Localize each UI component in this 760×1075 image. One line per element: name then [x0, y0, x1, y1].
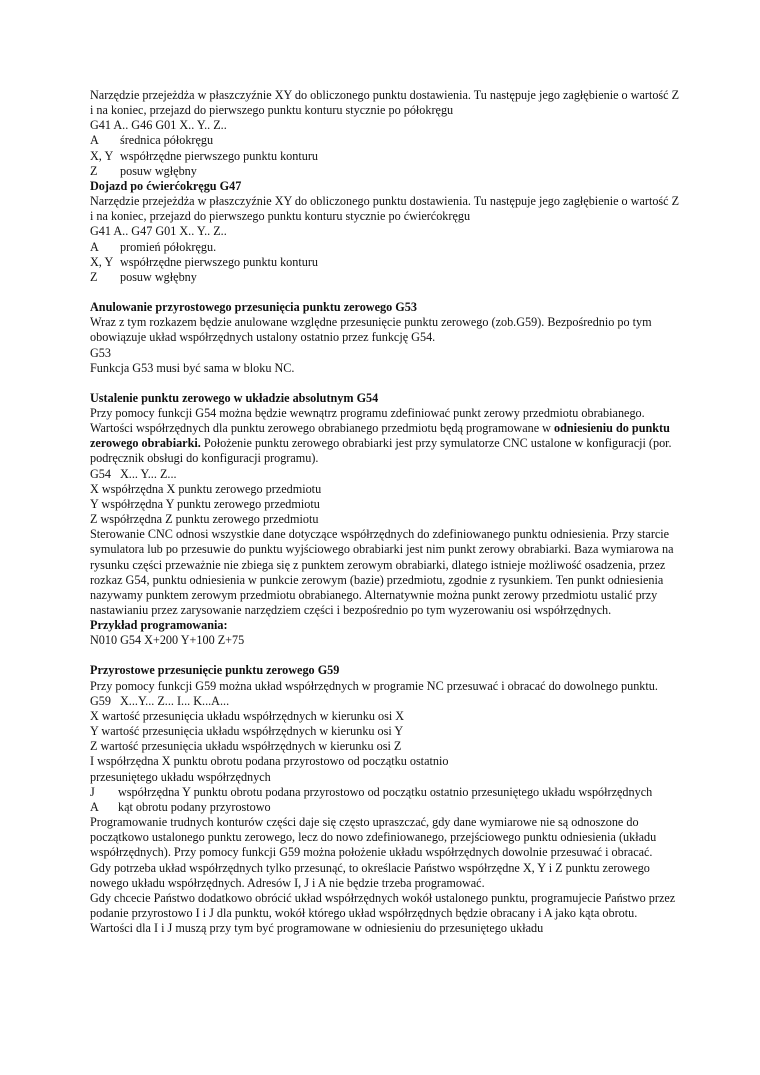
- paragraph-g53-note: Funkcja G53 musi być sama w bloku NC.: [90, 360, 295, 375]
- param-key: Z: [90, 163, 98, 178]
- param-line: Z współrzędna Z punktu zerowego przedmiotu: [90, 512, 319, 527]
- paragraph-g54-intro: [90, 406, 680, 467]
- heading-g47: Dojazd po ćwierćokręgu G47: [90, 178, 242, 193]
- heading-g53: Anulowanie przyrostowego przesunięcia punktu zerowego G53: [90, 300, 417, 315]
- param-row: [90, 255, 680, 270]
- param-key: A: [90, 239, 99, 254]
- param-line: przesuniętego układu współrzędnych: [90, 769, 271, 784]
- param-value: posuw wgłębny: [120, 163, 197, 178]
- param-line: I współrzędna X punktu obrotu podana przyrostowo od początku ostatnio: [90, 754, 449, 769]
- param-value: promień półokręgu.: [120, 239, 217, 254]
- text-run: Położenie punktu zerowego obrabiarki jest przy symulatorze CNC ustalone w konfiguracji (por. podręcznik obsługi do konfiguracji programu).: [90, 436, 672, 466]
- param-line: Y wartość przesunięcia układu współrzędnych w kierunku osi Y: [90, 724, 404, 739]
- param-key: Z: [90, 269, 98, 284]
- paragraph-g54-body: Sterowanie CNC odnosi wszystkie dane dotyczące współrzędnych do zdefiniowanego punktu odniesienia. Przy starcie symulatora lub po przesuwie do punktu wyjściowego obrabiarki jest nim punkt zerowy obrabiarki. Baza wymiarowa na rysunku części przeważnie nie zbiega się z punktem zerowym obrabiarki, dlatego istnieje możliwość osadzenia, przez rozkaz G54, punktu odniesienia w punkcie zerowym (bazie) przedmiotu, zgodnie z rysunkiem. Ten punkt odniesienia nazywamy punktem zerowym przedmiotu obrabianego. Alternatywnie można punkt zerowy przedmiotu ustalić przy nastawianiu przez zarysowanie narzędziem części i bezpośrednio po tym wyzerowaniu osi współrzędnych.: [90, 527, 674, 617]
- example-label: Przykład programowania:: [90, 618, 228, 633]
- param-line: X współrzędna X punktu zerowego przedmiotu: [90, 481, 322, 496]
- spacer: [90, 285, 680, 300]
- code-line-g53: G53: [90, 345, 111, 360]
- paragraph-g59-body: Programowanie trudnych konturów części daje się często upraszczać, gdy dane wymiarowe nie są odnoszone do początkowo ustalonego punktu zerowego, lecz do nowo zdefiniowanego, przejściowego punktu odniesienia (układu współrzędnych). Przy pomocy funkcji G59 można położenie układu współrzędnych dowolnie przesuwać i obracać.: [90, 815, 657, 860]
- paragraph-g46-intro: Narzędzie przejeżdża w płaszczyźnie XY do obliczonego punktu dostawienia. Tu następuje jego zagłębienie o wartość Z i na koniec, przejazd do pierwszego punktu konturu stycznie po półokręgu: [90, 88, 680, 118]
- paragraph-g59-shift: Gdy potrzeba układ współrzędnych tylko przesunąć, to określacie Państwo współrzędne X, Y i Z punktu zerowego nowego układu współrzędnych. Adresów I, J i A nie będzie trzeba programować.: [90, 860, 650, 890]
- code-line-g47: G41 A.. G47 G01 X.. Y.. Z..: [90, 224, 227, 239]
- spacer: [90, 376, 680, 391]
- param-key: X, Y: [90, 254, 114, 269]
- heading-g59: Przyrostowe przesunięcie punktu zerowego G59: [90, 663, 340, 678]
- param-value: współrzędne pierwszego punktu konturu: [120, 254, 318, 269]
- param-row: [90, 240, 680, 255]
- example-code: N010 G54 X+200 Y+100 Z+75: [90, 633, 245, 648]
- document-page: [90, 88, 680, 936]
- param-row: [90, 149, 680, 164]
- param-line: Z wartość przesunięcia układu współrzędnych w kierunku osi Z: [90, 739, 402, 754]
- param-key: X, Y: [90, 148, 114, 163]
- paragraph-g59-rotate: Gdy chcecie Państwo dodatkowo obrócić układ współrzędnych wokół ustalonego punktu, programujecie Państwo przez podanie przyrostowo I i J dla punktu, wokół którego układ współrzędnych będzie obracany i A jako kąta obrotu. Wartości dla I i J muszą przy tym być programowane w odniesieniu do przesuniętego układu: [90, 890, 676, 936]
- code-args: X... Y... Z...: [120, 466, 177, 481]
- paragraph-g47-intro: Narzędzie przejeżdża w płaszczyźnie XY do obliczonego punktu dostawienia. Tu następuje jego zagłębienie o wartość Z i na koniec, przejazd do pierwszego punktu konturu stycznie po ćwierćokręgu: [90, 194, 680, 224]
- heading-g54: Ustalenie punktu zerowego w układzie absolutnym G54: [90, 390, 379, 405]
- param-key: J: [90, 784, 95, 799]
- param-value: kąt obrotu podany przyrostowo: [118, 799, 271, 814]
- param-value: posuw wgłębny: [120, 269, 197, 284]
- param-row: [90, 164, 680, 179]
- param-line: Y współrzędna Y punktu zerowego przedmiotu: [90, 496, 320, 511]
- code-line-g54: [90, 467, 680, 482]
- param-row-a: [90, 800, 680, 815]
- param-key: A: [90, 133, 99, 148]
- code-line-g46: G41 A.. G46 G01 X.. Y.. Z..: [90, 118, 227, 133]
- spacer: [90, 648, 680, 663]
- param-value: współrzędna Y punktu obrotu podana przyrostowo od początku ostatnio przesuniętego układu współrzędnych: [118, 784, 653, 799]
- param-row: [90, 133, 680, 148]
- param-value: współrzędne pierwszego punktu konturu: [120, 148, 318, 163]
- code-keyword: G59: [90, 693, 111, 708]
- paragraph-g53-intro: Wraz z tym rozkazem będzie anulowane względne przesunięcie punktu zerowego (zob.G59). Bezpośrednio po tym obowiązuje układ współrzędnych ustalony ostatnio przez funkcję G54.: [90, 315, 652, 345]
- param-value: średnica półokręgu: [120, 133, 214, 148]
- paragraph-g59-intro: Przy pomocy funkcji G59 można układ współrzędnych w programie NC przesuwać i obracać do dowolnego punktu.: [90, 678, 658, 693]
- param-row: [90, 270, 680, 285]
- emphasis-text: odniesieniu do punktu zerowego obrabiarki.: [90, 421, 670, 451]
- param-row-j: [90, 785, 680, 800]
- code-args: X...Y... Z... I... K...A...: [120, 693, 230, 708]
- code-line-g59: [90, 694, 680, 709]
- param-line: X wartość przesunięcia układu współrzędnych w kierunku osi X: [90, 708, 405, 723]
- text-run: Przy pomocy funkcji G54 można będzie wewnątrz programu zdefiniować punkt zerowy przedmiotu obrabianego. Wartości współrzędnych dla punktu zerowego obrabianego przedmiotu będą programowane w: [90, 405, 645, 436]
- param-key: A: [90, 799, 99, 814]
- code-keyword: G54: [90, 466, 111, 481]
